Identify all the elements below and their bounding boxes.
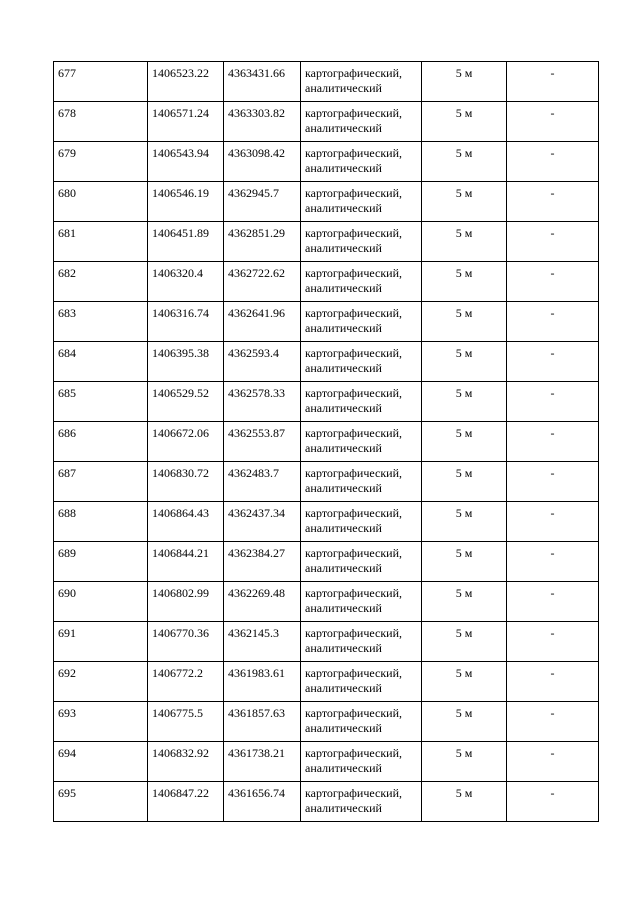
method-line-2: аналитический <box>305 401 382 415</box>
y-coordinate-cell: 4361656.74 <box>224 782 301 822</box>
method-line-1: картографический, <box>305 66 403 80</box>
y-coordinate-cell: 4361983.61 <box>224 662 301 702</box>
y-coordinate-cell: 4362384.27 <box>224 542 301 582</box>
note-cell: - <box>507 262 599 302</box>
method-cell <box>301 342 422 382</box>
y-coordinate-cell: 4361738.21 <box>224 742 301 782</box>
x-coordinate-cell: 1406672.06 <box>148 422 224 462</box>
accuracy-cell: 5 м <box>422 502 507 542</box>
accuracy-cell: 5 м <box>422 262 507 302</box>
point-number-cell: 679 <box>54 142 148 182</box>
method-line-1: картографический, <box>305 506 403 520</box>
note-cell: - <box>507 462 599 502</box>
point-number-cell: 680 <box>54 182 148 222</box>
x-coordinate-cell: 1406847.22 <box>148 782 224 822</box>
method-cell <box>301 582 422 622</box>
method-line-2: аналитический <box>305 361 382 375</box>
note-cell: - <box>507 542 599 582</box>
accuracy-cell: 5 м <box>422 622 507 662</box>
y-coordinate-cell: 4362578.33 <box>224 382 301 422</box>
note-cell: - <box>507 222 599 262</box>
accuracy-cell: 5 м <box>422 382 507 422</box>
note-cell: - <box>507 62 599 102</box>
method-cell <box>301 302 422 342</box>
method-line-2: аналитический <box>305 81 382 95</box>
method-line-2: аналитический <box>305 521 382 535</box>
method-cell <box>301 102 422 142</box>
method-line-2: аналитический <box>305 601 382 615</box>
note-cell: - <box>507 342 599 382</box>
point-number-cell: 683 <box>54 302 148 342</box>
accuracy-cell: 5 м <box>422 742 507 782</box>
method-line-1: картографический, <box>305 706 403 720</box>
method-cell <box>301 622 422 662</box>
y-coordinate-cell: 4362945.7 <box>224 182 301 222</box>
x-coordinate-cell: 1406844.21 <box>148 542 224 582</box>
method-line-1: картографический, <box>305 266 403 280</box>
method-line-1: картографический, <box>305 666 403 680</box>
point-number-cell: 694 <box>54 742 148 782</box>
method-cell <box>301 502 422 542</box>
method-line-2: аналитический <box>305 761 382 775</box>
x-coordinate-cell: 1406832.92 <box>148 742 224 782</box>
point-number-cell: 678 <box>54 102 148 142</box>
method-cell <box>301 62 422 102</box>
point-number-cell: 690 <box>54 582 148 622</box>
table-row <box>54 742 599 782</box>
x-coordinate-cell: 1406451.89 <box>148 222 224 262</box>
x-coordinate-cell: 1406395.38 <box>148 342 224 382</box>
point-number-cell: 691 <box>54 622 148 662</box>
point-number-cell: 688 <box>54 502 148 542</box>
x-coordinate-cell: 1406772.2 <box>148 662 224 702</box>
x-coordinate-cell: 1406571.24 <box>148 102 224 142</box>
x-coordinate-cell: 1406775.5 <box>148 702 224 742</box>
y-coordinate-cell: 4363098.42 <box>224 142 301 182</box>
y-coordinate-cell: 4362593.4 <box>224 342 301 382</box>
note-cell: - <box>507 782 599 822</box>
method-line-1: картографический, <box>305 106 403 120</box>
accuracy-cell: 5 м <box>422 102 507 142</box>
note-cell: - <box>507 742 599 782</box>
point-number-cell: 689 <box>54 542 148 582</box>
y-coordinate-cell: 4362641.96 <box>224 302 301 342</box>
point-number-cell: 681 <box>54 222 148 262</box>
y-coordinate-cell: 4362483.7 <box>224 462 301 502</box>
note-cell: - <box>507 102 599 142</box>
method-line-1: картографический, <box>305 346 403 360</box>
note-cell: - <box>507 502 599 542</box>
table-row <box>54 102 599 142</box>
accuracy-cell: 5 м <box>422 422 507 462</box>
method-line-1: картографический, <box>305 186 403 200</box>
x-coordinate-cell: 1406770.36 <box>148 622 224 662</box>
note-cell: - <box>507 302 599 342</box>
x-coordinate-cell: 1406546.19 <box>148 182 224 222</box>
method-cell <box>301 462 422 502</box>
method-line-1: картографический, <box>305 426 403 440</box>
y-coordinate-cell: 4362722.62 <box>224 262 301 302</box>
y-coordinate-cell: 4362269.48 <box>224 582 301 622</box>
table-row <box>54 502 599 542</box>
coordinates-table-body <box>54 62 599 822</box>
method-cell <box>301 662 422 702</box>
point-number-cell: 695 <box>54 782 148 822</box>
x-coordinate-cell: 1406864.43 <box>148 502 224 542</box>
table-row <box>54 222 599 262</box>
note-cell: - <box>507 422 599 462</box>
note-cell: - <box>507 142 599 182</box>
y-coordinate-cell: 4362553.87 <box>224 422 301 462</box>
method-cell <box>301 742 422 782</box>
accuracy-cell: 5 м <box>422 342 507 382</box>
table-row <box>54 382 599 422</box>
point-number-cell: 686 <box>54 422 148 462</box>
method-line-1: картографический, <box>305 586 403 600</box>
point-number-cell: 685 <box>54 382 148 422</box>
table-row <box>54 662 599 702</box>
method-line-2: аналитический <box>305 481 382 495</box>
method-line-1: картографический, <box>305 226 403 240</box>
point-number-cell: 677 <box>54 62 148 102</box>
note-cell: - <box>507 622 599 662</box>
accuracy-cell: 5 м <box>422 462 507 502</box>
method-cell <box>301 182 422 222</box>
method-cell <box>301 782 422 822</box>
table-row <box>54 302 599 342</box>
point-number-cell: 682 <box>54 262 148 302</box>
method-cell <box>301 262 422 302</box>
y-coordinate-cell: 4363303.82 <box>224 102 301 142</box>
method-line-2: аналитический <box>305 441 382 455</box>
method-line-2: аналитический <box>305 241 382 255</box>
method-line-1: картографический, <box>305 466 403 480</box>
accuracy-cell: 5 м <box>422 182 507 222</box>
x-coordinate-cell: 1406543.94 <box>148 142 224 182</box>
accuracy-cell: 5 м <box>422 542 507 582</box>
method-cell <box>301 222 422 262</box>
method-line-2: аналитический <box>305 321 382 335</box>
method-line-1: картографический, <box>305 546 403 560</box>
point-number-cell: 693 <box>54 702 148 742</box>
method-line-2: аналитический <box>305 641 382 655</box>
point-number-cell: 687 <box>54 462 148 502</box>
accuracy-cell: 5 м <box>422 662 507 702</box>
accuracy-cell: 5 м <box>422 782 507 822</box>
method-line-2: аналитический <box>305 561 382 575</box>
method-line-1: картографический, <box>305 386 403 400</box>
method-line-2: аналитический <box>305 161 382 175</box>
table-row <box>54 62 599 102</box>
method-line-2: аналитический <box>305 281 382 295</box>
method-line-2: аналитический <box>305 121 382 135</box>
y-coordinate-cell: 4362851.29 <box>224 222 301 262</box>
method-cell <box>301 422 422 462</box>
note-cell: - <box>507 582 599 622</box>
x-coordinate-cell: 1406830.72 <box>148 462 224 502</box>
method-line-1: картографический, <box>305 746 403 760</box>
table-row <box>54 702 599 742</box>
y-coordinate-cell: 4361857.63 <box>224 702 301 742</box>
table-row <box>54 782 599 822</box>
table-row <box>54 542 599 582</box>
table-row <box>54 262 599 302</box>
table-row <box>54 342 599 382</box>
method-cell <box>301 702 422 742</box>
method-line-1: картографический, <box>305 146 403 160</box>
table-row <box>54 622 599 662</box>
y-coordinate-cell: 4362437.34 <box>224 502 301 542</box>
note-cell: - <box>507 702 599 742</box>
accuracy-cell: 5 м <box>422 302 507 342</box>
method-line-2: аналитический <box>305 721 382 735</box>
note-cell: - <box>507 182 599 222</box>
method-cell <box>301 382 422 422</box>
method-line-1: картографический, <box>305 306 403 320</box>
table-row <box>54 462 599 502</box>
method-cell <box>301 542 422 582</box>
point-number-cell: 692 <box>54 662 148 702</box>
method-line-2: аналитический <box>305 681 382 695</box>
method-line-1: картографический, <box>305 626 403 640</box>
x-coordinate-cell: 1406316.74 <box>148 302 224 342</box>
y-coordinate-cell: 4363431.66 <box>224 62 301 102</box>
x-coordinate-cell: 1406529.52 <box>148 382 224 422</box>
accuracy-cell: 5 м <box>422 702 507 742</box>
accuracy-cell: 5 м <box>422 582 507 622</box>
accuracy-cell: 5 м <box>422 142 507 182</box>
x-coordinate-cell: 1406802.99 <box>148 582 224 622</box>
accuracy-cell: 5 м <box>422 222 507 262</box>
note-cell: - <box>507 662 599 702</box>
method-line-2: аналитический <box>305 201 382 215</box>
table-row <box>54 582 599 622</box>
x-coordinate-cell: 1406523.22 <box>148 62 224 102</box>
table-row <box>54 142 599 182</box>
table-row <box>54 422 599 462</box>
point-number-cell: 684 <box>54 342 148 382</box>
coordinates-table <box>53 61 599 822</box>
table-row <box>54 182 599 222</box>
accuracy-cell: 5 м <box>422 62 507 102</box>
method-cell <box>301 142 422 182</box>
method-line-2: аналитический <box>305 801 382 815</box>
x-coordinate-cell: 1406320.4 <box>148 262 224 302</box>
method-line-1: картографический, <box>305 786 403 800</box>
y-coordinate-cell: 4362145.3 <box>224 622 301 662</box>
note-cell: - <box>507 382 599 422</box>
